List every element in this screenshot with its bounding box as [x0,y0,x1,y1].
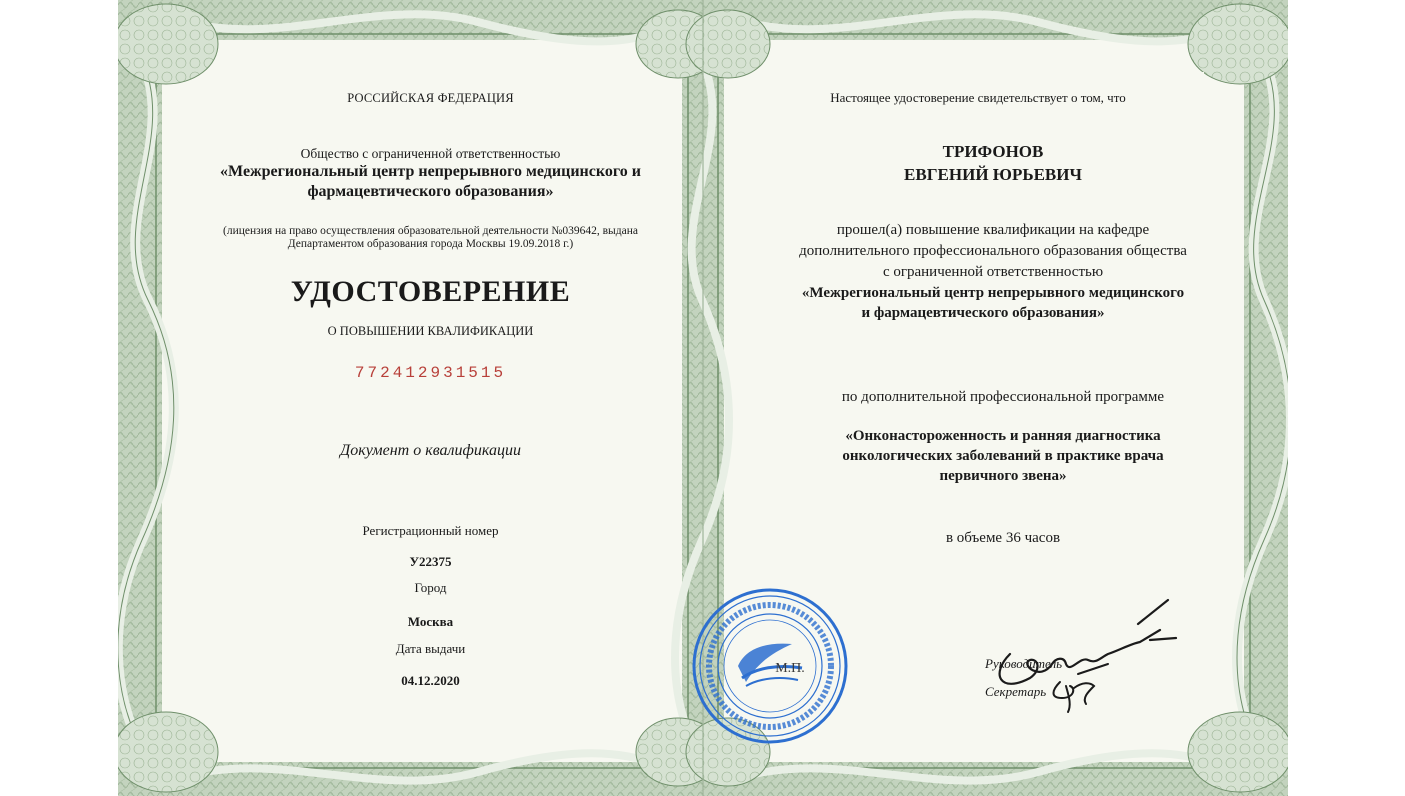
license-line2: Департаментом образования города Москвы 19.09.2018 г.) [287,238,574,250]
program-line1: «Онконастороженность и ранняя диагностика [845,428,1161,444]
serial-number: 772412931515 [354,364,507,382]
org-line1: «Межрегиональный центр непрерывного медицинского [801,285,1185,301]
program-line2: онкологических заболеваний в практике врача [842,448,1164,464]
city-label: Город [414,580,447,595]
issue-date-value: 04.12.2020 [401,673,460,688]
org-name-line1: «Межрегиональный центр непрерывного медицинского и [220,163,641,180]
license-line1: (лицензия на право осуществления образовательной деятельности №039642, выдана [223,225,638,237]
holder-surname: ТРИФОНОВ [942,142,1044,161]
stamp-mark: М.П. [775,661,805,676]
certificate-spread [118,0,1288,796]
registration-label: Регистрационный номер [362,523,499,538]
program-line3: первичного звена» [939,468,1067,484]
passed-line2: дополнительного профессионального образования общества [799,243,1187,259]
issue-date-label: Дата выдачи [395,641,466,656]
org-name-line2: фармацевтического образования» [307,183,554,200]
program-intro: по дополнительной профессиональной программе [841,389,1165,405]
head-label: Руководитель [985,656,1063,671]
document-kind: Документ о квалификации [340,442,521,459]
secretary-signature [1054,664,1109,712]
passed-line3: с ограниченной ответственностью [882,264,1104,280]
org-type: Общество с ограниченной ответственностью [300,146,561,161]
city-value: Москва [407,614,454,629]
secretary-label: Секретарь [985,684,1047,699]
holder-given-names: ЕВГЕНИЙ ЮРЬЕВИЧ [904,165,1082,184]
document-subtitle: О ПОВЫШЕНИИ КВАЛИФИКАЦИИ [327,324,534,338]
left-page [118,0,703,796]
intro-text: Настоящее удостоверение свидетельствует о том, что [830,90,1126,105]
organization-seal [686,582,854,750]
country-header: РОССИЙСКАЯ ФЕДЕРАЦИЯ [347,91,514,105]
org-line2: и фармацевтического образования» [861,305,1105,321]
registration-value: У22375 [409,554,452,569]
document-title: УДОСТОВЕРЕНИЕ [290,275,571,308]
signatures [990,594,1180,714]
passed-line1: прошел(а) повышение квалификации на кафедре [836,222,1150,238]
hours-volume: в объеме 36 часов [945,530,1061,546]
